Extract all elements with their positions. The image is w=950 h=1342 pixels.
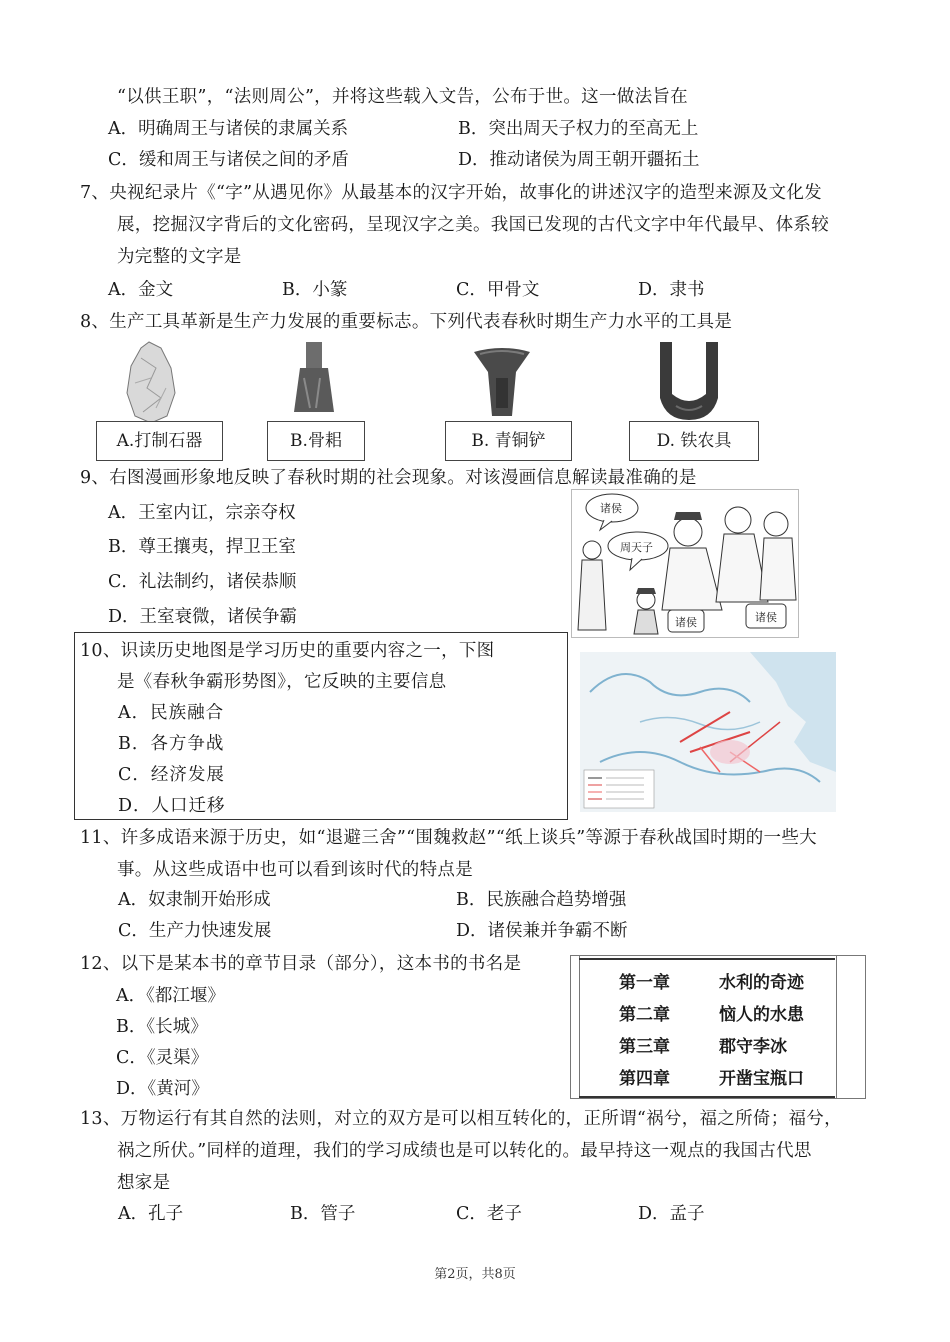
q10-stem-line1: 10、识读历史地图是学习历史的重要内容之一，下图 [80, 641, 495, 661]
toc-image [570, 955, 866, 1099]
cartoon-bubble-zhuhou-1: 诸侯 [600, 502, 622, 515]
q9-option-c[interactable]: C．礼法制约，诸侯恭顺 [108, 572, 297, 592]
q7-stem-line2: 展，挖掘汉字背后的文化密码，呈现汉字之美。我国已发现的古代文字中年代最早、体系较 [117, 215, 829, 235]
q13-option-b[interactable]: B．管子 [290, 1204, 356, 1224]
q8-option-b[interactable]: B.骨耜 [267, 421, 365, 461]
q11-option-a[interactable]: A．奴隶制开始形成 [118, 890, 271, 910]
bronze-shovel-image [466, 342, 538, 422]
toc-row1-chapter: 第一章 [619, 973, 670, 993]
q10-stem-line2: 是《春秋争霸形势图》，它反映的主要信息 [117, 672, 447, 692]
q13-option-a[interactable]: A．孔子 [118, 1204, 184, 1224]
q13-option-c[interactable]: C．老子 [456, 1204, 522, 1224]
toc-row2-chapter: 第二章 [619, 1005, 670, 1025]
q6-option-b[interactable]: B．突出周天子权力的至高无上 [458, 119, 699, 139]
chipped-stone-tool-image [121, 338, 180, 426]
cartoon-bubble-zhuhou-2: 诸侯 [675, 616, 697, 629]
q11-stem-line2: 事。从这些成语中也可以看到该时代的特点是 [117, 860, 473, 880]
bone-spade-image [286, 338, 341, 420]
q10-option-a[interactable]: A．民族融合 [118, 703, 225, 723]
q7-option-c[interactable]: C．甲骨文 [456, 280, 540, 300]
toc-row2-title: 恼人的水患 [719, 1005, 804, 1025]
q12-option-a[interactable]: A．《都江堰》 [116, 986, 225, 1006]
q13-stem-line3: 想家是 [117, 1173, 171, 1193]
toc-row4-chapter: 第四章 [619, 1069, 670, 1089]
q8-option-d[interactable]: D. 铁农具 [629, 421, 759, 461]
q8-option-a[interactable]: A.打制石器 [96, 421, 223, 461]
spring-autumn-hegemony-map [580, 652, 836, 812]
q9-option-b[interactable]: B．尊王攘夷，捍卫王室 [108, 537, 296, 557]
q11-option-b[interactable]: B．民族融合趋势增强 [456, 890, 627, 910]
cartoon-image [571, 489, 799, 638]
q7-option-a[interactable]: A．金文 [108, 280, 174, 300]
q11-stem-line1: 11、许多成语来源于历史，如“退避三舍”“围魏救赵”“纸上谈兵”等源于春秋战国时期的一些大 [80, 828, 817, 848]
toc-row1-title: 水利的奇迹 [719, 973, 804, 993]
iron-farm-tool-image [652, 336, 726, 424]
q12-option-b[interactable]: B．《长城》 [116, 1017, 208, 1037]
q13-stem-line2: 祸之所伏。”同样的道理，我们的学习成绩也是可以转化的。最早持这一观点的我国古代思 [117, 1141, 812, 1161]
q10-option-c[interactable]: C．经济发展 [118, 765, 225, 785]
q7-stem-line3: 为完整的文字是 [117, 247, 242, 267]
page-number: 第2页，共8页 [434, 1267, 516, 1282]
q12-stem: 12、以下是某本书的章节目录（部分），这本书的书名是 [80, 954, 522, 974]
cartoon-bubble-zhoutianzi: 周天子 [620, 541, 653, 554]
toc-row4-title: 开凿宝瓶口 [719, 1069, 804, 1089]
q7-stem-line1: 7、央视纪录片《“字”从遇见你》从最基本的汉字开始，故事化的讲述汉字的造型来源及文化发 [80, 183, 822, 203]
toc-row3-title: 郡守李冰 [719, 1037, 787, 1057]
q6-option-d[interactable]: D．推动诸侯为周王朝开疆拓土 [458, 150, 700, 170]
q10-option-d[interactable]: D．人口迁移 [118, 796, 226, 816]
toc-row3-chapter: 第三章 [619, 1037, 670, 1057]
q9-option-d[interactable]: D．王室衰微，诸侯争霸 [108, 607, 298, 627]
q10-option-b[interactable]: B．各方争战 [118, 734, 225, 754]
q11-option-c[interactable]: C．生产力快速发展 [118, 921, 272, 941]
q6-stem-continuation: “以供王职”，“法则周公”，并将这些载入文告，公布于世。这一做法旨在 [117, 87, 688, 107]
q8-option-c[interactable]: B. 青铜铲 [445, 421, 572, 461]
q7-option-b[interactable]: B．小篆 [282, 280, 348, 300]
q7-option-d[interactable]: D．隶书 [638, 280, 705, 300]
q12-option-d[interactable]: D．《黄河》 [116, 1079, 209, 1099]
q12-option-c[interactable]: C．《灵渠》 [116, 1048, 209, 1068]
cartoon-bubble-zhuhou-3: 诸侯 [755, 611, 777, 624]
q6-option-a[interactable]: A．明确周王与诸侯的隶属关系 [108, 119, 349, 139]
q8-stem: 8、生产工具革新是生产力发展的重要标志。下列代表春秋时期生产力水平的工具是 [80, 312, 733, 332]
q6-option-c[interactable]: C．缓和周王与诸侯之间的矛盾 [108, 150, 349, 170]
q9-option-a[interactable]: A．王室内讧，宗亲夺权 [108, 503, 296, 523]
q9-stem: 9、右图漫画形象地反映了春秋时期的社会现象。对该漫画信息解读最准确的是 [80, 468, 697, 488]
q11-option-d[interactable]: D．诸侯兼并争霸不断 [456, 921, 628, 941]
q13-option-d[interactable]: D．孟子 [638, 1204, 705, 1224]
q13-stem-line1: 13、万物运行有其自然的法则，对立的双方是可以相互转化的，正所谓“祸兮，福之所倚；福兮， [80, 1109, 842, 1129]
